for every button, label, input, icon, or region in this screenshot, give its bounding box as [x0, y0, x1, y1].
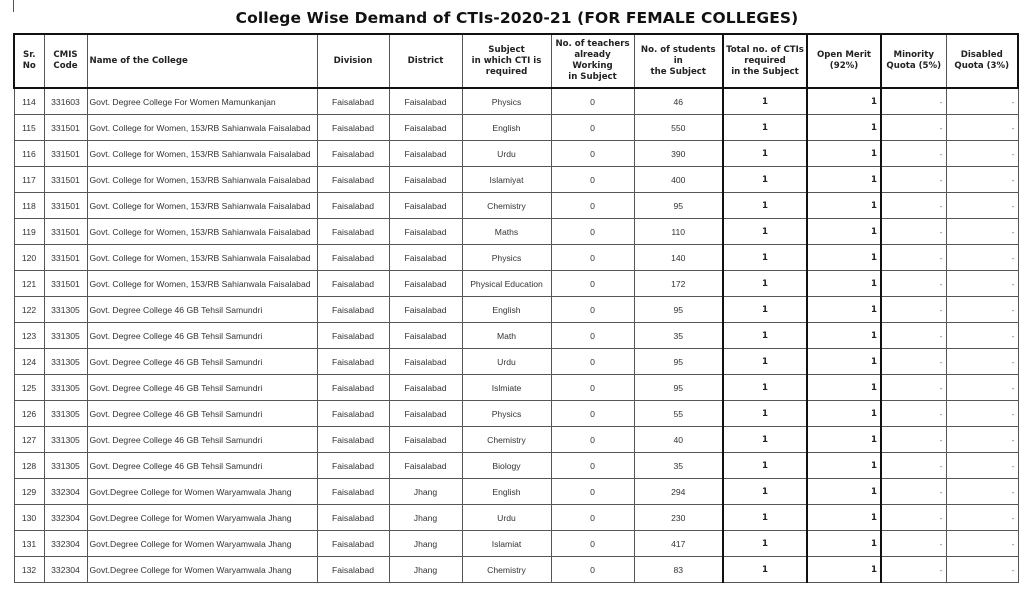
cell-district: Jhang — [389, 479, 462, 505]
cell-college-name: Govt. Degree College 46 GB Tehsil Samundri — [87, 427, 317, 453]
cell-college-name: Govt.Degree College for Women Waryamwala Jhang — [87, 531, 317, 557]
cell-minority-quota: - — [881, 219, 946, 245]
cell-total-ctis: 1 — [723, 479, 807, 505]
cell-college-name: Govt. Degree College 46 GB Tehsil Samundri — [87, 323, 317, 349]
cell-subject: Urdu — [462, 141, 551, 167]
cell-district: Faisalabad — [389, 115, 462, 141]
cell-cmis: 331501 — [44, 115, 87, 141]
cell-open-merit: 1 — [807, 88, 881, 115]
cell-district: Faisalabad — [389, 297, 462, 323]
col-header-minority: Minority Quota (5%) — [881, 34, 946, 88]
cell-college-name: Govt. College for Women, 153/RB Sahianwala Faisalabad — [87, 167, 317, 193]
cell-subject: Urdu — [462, 349, 551, 375]
cell-subject: Chemistry — [462, 557, 551, 583]
table-row — [14, 505, 1018, 531]
cell-students: 95 — [634, 297, 723, 323]
cell-students: 95 — [634, 193, 723, 219]
cell-college-name: Govt.Degree College for Women Waryamwala Jhang — [87, 479, 317, 505]
cell-open-merit: 1 — [807, 427, 881, 453]
cell-sr: 122 — [14, 297, 44, 323]
cell-open-merit: 1 — [807, 245, 881, 271]
cell-total-ctis: 1 — [723, 401, 807, 427]
cell-division: Faisalabad — [317, 88, 389, 115]
cell-district: Faisalabad — [389, 219, 462, 245]
table-row — [14, 453, 1018, 479]
cell-division: Faisalabad — [317, 323, 389, 349]
table-row — [14, 193, 1018, 219]
cell-subject: Chemistry — [462, 193, 551, 219]
col-header-division: Division — [317, 34, 389, 88]
cell-disabled-quota: - — [946, 271, 1018, 297]
cell-students: 35 — [634, 453, 723, 479]
cell-subject: Urdu — [462, 505, 551, 531]
cell-cmis: 331305 — [44, 427, 87, 453]
cell-district: Faisalabad — [389, 349, 462, 375]
cell-college-name: Govt. Degree College For Women Mamunkanjan — [87, 88, 317, 115]
cell-minority-quota: - — [881, 453, 946, 479]
cell-open-merit: 1 — [807, 375, 881, 401]
cell-district: Faisalabad — [389, 167, 462, 193]
cell-college-name: Govt.Degree College for Women Waryamwala Jhang — [87, 505, 317, 531]
col-header-disabled: Disabled Quota (3%) — [946, 34, 1018, 88]
cell-cmis: 331305 — [44, 297, 87, 323]
cell-total-ctis: 1 — [723, 167, 807, 193]
cell-students: 95 — [634, 375, 723, 401]
cell-college-name: Govt. College for Women, 153/RB Sahianwala Faisalabad — [87, 141, 317, 167]
cell-subject: English — [462, 115, 551, 141]
cell-district: Jhang — [389, 505, 462, 531]
cell-minority-quota: - — [881, 557, 946, 583]
table-row — [14, 557, 1018, 583]
cell-students: 83 — [634, 557, 723, 583]
cell-sr: 120 — [14, 245, 44, 271]
cell-district: Faisalabad — [389, 271, 462, 297]
cell-subject: Islamiat — [462, 531, 551, 557]
cell-open-merit: 1 — [807, 349, 881, 375]
cell-students: 417 — [634, 531, 723, 557]
col-header-sr: Sr. No — [14, 34, 44, 88]
col-header-subject: Subject in which CTI is required — [462, 34, 551, 88]
cell-open-merit: 1 — [807, 297, 881, 323]
cell-open-merit: 1 — [807, 479, 881, 505]
cell-teachers: 0 — [551, 193, 634, 219]
cell-division: Faisalabad — [317, 401, 389, 427]
page-title: College Wise Demand of CTIs-2020-21 (FOR FEMALE COLLEGES) — [235, 9, 799, 27]
table-row — [14, 88, 1018, 115]
cell-subject: Biology — [462, 453, 551, 479]
cell-cmis: 332304 — [44, 505, 87, 531]
cell-sr: 125 — [14, 375, 44, 401]
cell-total-ctis: 1 — [723, 349, 807, 375]
cell-teachers: 0 — [551, 167, 634, 193]
cell-division: Faisalabad — [317, 115, 389, 141]
cell-cmis: 331501 — [44, 167, 87, 193]
cell-teachers: 0 — [551, 297, 634, 323]
cell-subject: Math — [462, 323, 551, 349]
cell-teachers: 0 — [551, 219, 634, 245]
cell-students: 294 — [634, 479, 723, 505]
cell-disabled-quota: - — [946, 401, 1018, 427]
cell-division: Faisalabad — [317, 505, 389, 531]
cell-cmis: 332304 — [44, 531, 87, 557]
cell-division: Faisalabad — [317, 219, 389, 245]
table-row — [14, 245, 1018, 271]
cell-division: Faisalabad — [317, 349, 389, 375]
cell-total-ctis: 1 — [723, 245, 807, 271]
cell-district: Faisalabad — [389, 375, 462, 401]
cell-sr: 121 — [14, 271, 44, 297]
cell-cmis: 331501 — [44, 193, 87, 219]
cell-division: Faisalabad — [317, 531, 389, 557]
cell-cmis: 331501 — [44, 245, 87, 271]
cell-minority-quota: - — [881, 479, 946, 505]
cell-total-ctis: 1 — [723, 323, 807, 349]
cell-total-ctis: 1 — [723, 193, 807, 219]
cell-minority-quota: - — [881, 88, 946, 115]
table-row — [14, 323, 1018, 349]
cell-total-ctis: 1 — [723, 375, 807, 401]
cell-college-name: Govt. Degree College 46 GB Tehsil Samundri — [87, 401, 317, 427]
cell-disabled-quota: - — [946, 245, 1018, 271]
table-row — [14, 297, 1018, 323]
cell-total-ctis: 1 — [723, 557, 807, 583]
cell-subject: Physics — [462, 245, 551, 271]
table-row — [14, 219, 1018, 245]
cell-disabled-quota: - — [946, 219, 1018, 245]
cell-disabled-quota: - — [946, 167, 1018, 193]
cell-minority-quota: - — [881, 297, 946, 323]
cell-total-ctis: 1 — [723, 531, 807, 557]
cell-cmis: 331305 — [44, 401, 87, 427]
cell-open-merit: 1 — [807, 115, 881, 141]
cell-college-name: Govt. College for Women, 153/RB Sahianwala Faisalabad — [87, 271, 317, 297]
table-row — [14, 375, 1018, 401]
cell-sr: 117 — [14, 167, 44, 193]
cell-disabled-quota: - — [946, 323, 1018, 349]
cell-minority-quota: - — [881, 323, 946, 349]
cell-disabled-quota: - — [946, 479, 1018, 505]
cell-college-name: Govt. College for Women, 153/RB Sahianwala Faisalabad — [87, 219, 317, 245]
cell-subject: Maths — [462, 219, 551, 245]
cell-subject: Chemistry — [462, 427, 551, 453]
cell-division: Faisalabad — [317, 427, 389, 453]
cell-district: Faisalabad — [389, 323, 462, 349]
cell-cmis: 332304 — [44, 479, 87, 505]
table-row — [14, 531, 1018, 557]
cell-total-ctis: 1 — [723, 297, 807, 323]
cell-division: Faisalabad — [317, 245, 389, 271]
cell-sr: 126 — [14, 401, 44, 427]
cell-total-ctis: 1 — [723, 115, 807, 141]
cell-division: Faisalabad — [317, 297, 389, 323]
cell-open-merit: 1 — [807, 219, 881, 245]
col-header-cmis: CMIS Code — [44, 34, 87, 88]
col-header-name: Name of the College — [87, 34, 317, 88]
cell-minority-quota: - — [881, 193, 946, 219]
cell-subject: Physics — [462, 401, 551, 427]
cell-students: 46 — [634, 88, 723, 115]
cell-teachers: 0 — [551, 88, 634, 115]
cell-total-ctis: 1 — [723, 453, 807, 479]
cell-subject: English — [462, 297, 551, 323]
cell-sr: 115 — [14, 115, 44, 141]
table-row — [14, 115, 1018, 141]
cell-minority-quota: - — [881, 245, 946, 271]
cell-sr: 124 — [14, 349, 44, 375]
cell-total-ctis: 1 — [723, 219, 807, 245]
cell-sr: 132 — [14, 557, 44, 583]
cell-cmis: 331501 — [44, 219, 87, 245]
cell-teachers: 0 — [551, 453, 634, 479]
cell-students: 140 — [634, 245, 723, 271]
cell-minority-quota: - — [881, 115, 946, 141]
cell-cmis: 331305 — [44, 453, 87, 479]
cell-total-ctis: 1 — [723, 271, 807, 297]
cell-subject: Physics — [462, 88, 551, 115]
cell-open-merit: 1 — [807, 453, 881, 479]
cell-open-merit: 1 — [807, 271, 881, 297]
cell-division: Faisalabad — [317, 375, 389, 401]
cell-disabled-quota: - — [946, 427, 1018, 453]
cell-college-name: Govt. Degree College 46 GB Tehsil Samundri — [87, 453, 317, 479]
table-row — [14, 141, 1018, 167]
cell-teachers: 0 — [551, 531, 634, 557]
cell-sr: 131 — [14, 531, 44, 557]
col-header-teachers: No. of teachers already Working in Subject — [551, 34, 634, 88]
cell-students: 390 — [634, 141, 723, 167]
cell-college-name: Govt. College for Women, 153/RB Sahianwala Faisalabad — [87, 115, 317, 141]
cell-cmis: 331305 — [44, 323, 87, 349]
col-header-total: Total no. of CTIs required in the Subject — [723, 34, 807, 88]
cell-division: Faisalabad — [317, 193, 389, 219]
cell-total-ctis: 1 — [723, 88, 807, 115]
cell-students: 55 — [634, 401, 723, 427]
cell-cmis: 331305 — [44, 349, 87, 375]
cell-college-name: Govt. College for Women, 153/RB Sahianwala Faisalabad — [87, 245, 317, 271]
cell-sr: 130 — [14, 505, 44, 531]
cell-disabled-quota: - — [946, 193, 1018, 219]
cell-district: Jhang — [389, 531, 462, 557]
table-row — [14, 479, 1018, 505]
cell-total-ctis: 1 — [723, 505, 807, 531]
cell-disabled-quota: - — [946, 531, 1018, 557]
cell-disabled-quota: - — [946, 115, 1018, 141]
cell-students: 550 — [634, 115, 723, 141]
table-row — [14, 349, 1018, 375]
cell-teachers: 0 — [551, 401, 634, 427]
cell-division: Faisalabad — [317, 271, 389, 297]
table-row — [14, 427, 1018, 453]
cell-subject: Physical Education — [462, 271, 551, 297]
cell-open-merit: 1 — [807, 557, 881, 583]
cell-disabled-quota: - — [946, 453, 1018, 479]
cell-disabled-quota: - — [946, 141, 1018, 167]
cell-cmis: 331501 — [44, 141, 87, 167]
cell-minority-quota: - — [881, 401, 946, 427]
cell-disabled-quota: - — [946, 349, 1018, 375]
cell-disabled-quota: - — [946, 375, 1018, 401]
cell-division: Faisalabad — [317, 557, 389, 583]
cti-demand-table — [13, 33, 1019, 583]
cell-minority-quota: - — [881, 349, 946, 375]
cell-teachers: 0 — [551, 557, 634, 583]
cell-disabled-quota: - — [946, 297, 1018, 323]
cell-sr: 118 — [14, 193, 44, 219]
cell-minority-quota: - — [881, 271, 946, 297]
cell-college-name: Govt. Degree College 46 GB Tehsil Samundri — [87, 297, 317, 323]
cell-college-name: Govt. Degree College 46 GB Tehsil Samundri — [87, 375, 317, 401]
cell-open-merit: 1 — [807, 193, 881, 219]
cell-district: Faisalabad — [389, 141, 462, 167]
cell-subject: Islamiyat — [462, 167, 551, 193]
table-row — [14, 271, 1018, 297]
cell-students: 172 — [634, 271, 723, 297]
cell-minority-quota: - — [881, 167, 946, 193]
cell-sr: 116 — [14, 141, 44, 167]
cell-college-name: Govt.Degree College for Women Waryamwala Jhang — [87, 557, 317, 583]
cell-sr: 128 — [14, 453, 44, 479]
cell-total-ctis: 1 — [723, 427, 807, 453]
cell-division: Faisalabad — [317, 141, 389, 167]
cell-district: Faisalabad — [389, 245, 462, 271]
cell-college-name: Govt. College for Women, 153/RB Sahianwala Faisalabad — [87, 193, 317, 219]
cell-teachers: 0 — [551, 323, 634, 349]
cell-subject: Islmiate — [462, 375, 551, 401]
cell-teachers: 0 — [551, 427, 634, 453]
cell-teachers: 0 — [551, 505, 634, 531]
cell-teachers: 0 — [551, 141, 634, 167]
table-header — [14, 34, 1018, 88]
cell-students: 40 — [634, 427, 723, 453]
col-header-open-merit: Open Merit (92%) — [807, 34, 881, 88]
cell-minority-quota: - — [881, 141, 946, 167]
cell-college-name: Govt. Degree College 46 GB Tehsil Samundri — [87, 349, 317, 375]
table-row — [14, 401, 1018, 427]
table-row — [14, 167, 1018, 193]
cell-sr: 119 — [14, 219, 44, 245]
cell-open-merit: 1 — [807, 531, 881, 557]
cell-disabled-quota: - — [946, 88, 1018, 115]
cell-open-merit: 1 — [807, 401, 881, 427]
cell-minority-quota: - — [881, 427, 946, 453]
cell-total-ctis: 1 — [723, 141, 807, 167]
cell-students: 400 — [634, 167, 723, 193]
cell-sr: 129 — [14, 479, 44, 505]
cell-open-merit: 1 — [807, 323, 881, 349]
cell-cmis: 331603 — [44, 88, 87, 115]
cell-district: Faisalabad — [389, 88, 462, 115]
col-header-students: No. of students in the Subject — [634, 34, 723, 88]
cell-division: Faisalabad — [317, 453, 389, 479]
cell-sr: 127 — [14, 427, 44, 453]
cell-open-merit: 1 — [807, 141, 881, 167]
col-header-district: District — [389, 34, 462, 88]
cell-cmis: 331501 — [44, 271, 87, 297]
cell-open-merit: 1 — [807, 167, 881, 193]
cell-division: Faisalabad — [317, 479, 389, 505]
cell-teachers: 0 — [551, 245, 634, 271]
cell-teachers: 0 — [551, 115, 634, 141]
cell-open-merit: 1 — [807, 505, 881, 531]
cell-students: 95 — [634, 349, 723, 375]
cell-district: Faisalabad — [389, 453, 462, 479]
cell-students: 230 — [634, 505, 723, 531]
cell-sr: 114 — [14, 88, 44, 115]
cell-teachers: 0 — [551, 349, 634, 375]
cell-cmis: 332304 — [44, 557, 87, 583]
cell-disabled-quota: - — [946, 557, 1018, 583]
cell-cmis: 331305 — [44, 375, 87, 401]
cell-subject: English — [462, 479, 551, 505]
cell-district: Faisalabad — [389, 401, 462, 427]
cell-sr: 123 — [14, 323, 44, 349]
cell-teachers: 0 — [551, 271, 634, 297]
cell-minority-quota: - — [881, 505, 946, 531]
cell-teachers: 0 — [551, 479, 634, 505]
cell-district: Faisalabad — [389, 193, 462, 219]
cell-district: Faisalabad — [389, 427, 462, 453]
cell-district: Jhang — [389, 557, 462, 583]
cell-disabled-quota: - — [946, 505, 1018, 531]
cell-division: Faisalabad — [317, 167, 389, 193]
cell-minority-quota: - — [881, 531, 946, 557]
cell-teachers: 0 — [551, 375, 634, 401]
cell-students: 35 — [634, 323, 723, 349]
cell-minority-quota: - — [881, 375, 946, 401]
cell-students: 110 — [634, 219, 723, 245]
table-body — [14, 88, 1018, 583]
